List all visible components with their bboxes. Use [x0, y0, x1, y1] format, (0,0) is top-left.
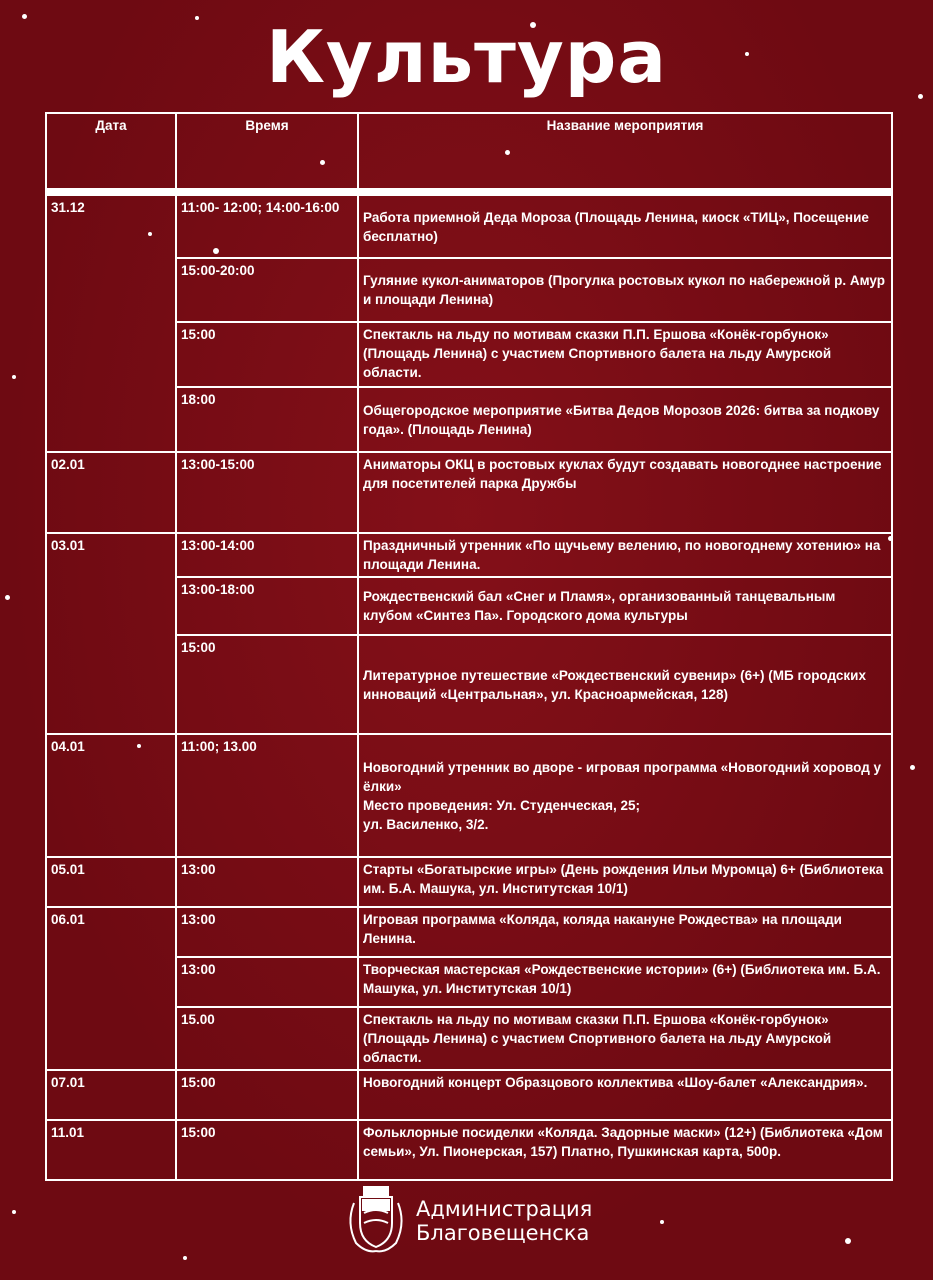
time-cell: 13:00-18:00	[176, 577, 358, 635]
snowflake	[12, 375, 16, 379]
time-cell: 15:00	[176, 635, 358, 734]
schedule-table	[45, 112, 893, 1181]
event-cell	[358, 635, 892, 734]
event-cell: Праздничный утренник «По щучьему велению, по новогоднему хотению» на площади Ленина.	[358, 533, 892, 577]
table-row	[46, 533, 892, 577]
table-row	[46, 1070, 892, 1120]
date-cell: 02.01	[46, 452, 176, 533]
event-location: Место проведения: Ул. Студенческая, 25;	[363, 797, 641, 813]
date-cell: 04.01	[46, 734, 176, 857]
header-event: Название мероприятия	[358, 113, 892, 191]
time-cell: 13:00	[176, 857, 358, 907]
event-cell: Спектакль на льду по мотивам сказки П.П. Ершова «Конёк-горбунок» (Площадь Ленина) с участием Спортивного балета на льду Амурской области.	[358, 322, 892, 387]
page-title: Культура	[266, 15, 667, 99]
table-row	[46, 857, 892, 907]
snowflake	[183, 1256, 187, 1260]
time-cell: 15:00	[176, 322, 358, 387]
event-cell: Новогодний концерт Образцового коллектива «Шоу-балет «Александрия».	[358, 1070, 892, 1120]
time-cell: 15:00	[176, 1120, 358, 1180]
time-cell: 18:00	[176, 387, 358, 452]
event-cell: Творческая мастерская «Рождественские истории» (6+) (Библиотека им. Б.А. Машука, ул. Институтская 10/1)	[358, 957, 892, 1007]
date-cell: 11.01	[46, 1120, 176, 1180]
time-cell: 15:00	[176, 1070, 358, 1120]
snowflake	[5, 595, 10, 600]
header-time: Время	[176, 113, 358, 191]
table-row	[46, 195, 892, 258]
footer-line-2: Благовещенска	[416, 1221, 590, 1245]
snowflake	[910, 765, 915, 770]
event-cell	[358, 577, 892, 635]
event-location-2: ул. Василенко, 3/2.	[363, 816, 489, 832]
time-cell: 15.00	[176, 1007, 358, 1070]
snowflake	[845, 1238, 851, 1244]
date-cell: 03.01	[46, 533, 176, 734]
time-cell: 13:00	[176, 907, 358, 957]
table-row	[46, 734, 892, 857]
date-cell: 05.01	[46, 857, 176, 907]
snowflake	[660, 1220, 664, 1224]
table-row	[46, 452, 892, 533]
event-cell: Аниматоры ОКЦ в ростовых куклах будут создавать новогоднее настроение для посетителей парка Дружбы	[358, 452, 892, 533]
event-cell: Спектакль на льду по мотивам сказки П.П. Ершова «Конёк-горбунок» (Площадь Ленина) с участием Спортивного балета на льду Амурской области.	[358, 1007, 892, 1070]
time-cell: 11:00; 13.00	[176, 734, 358, 857]
event-cell	[358, 195, 892, 258]
event-text: Рождественский бал «Снег и Пламя», организованный танцевальным клубом «Синтез Па». Городского дома культуры	[363, 589, 836, 623]
time-cell: 13:00-14:00	[176, 533, 358, 577]
table-row	[46, 907, 892, 957]
snowflake	[12, 1210, 16, 1214]
date-cell: 06.01	[46, 907, 176, 1070]
event-cell: Старты «Богатырские игры» (День рождения Ильи Муромца) 6+ (Библиотека им. Б.А. Машука, ул. Институтская 10/1)	[358, 857, 892, 907]
event-cell: Игровая программа «Коляда, коляда накануне Рождества» на площади Ленина.	[358, 907, 892, 957]
table-header-row	[46, 113, 892, 191]
footer-logo	[342, 1183, 642, 1255]
event-cell	[358, 734, 892, 857]
date-cell: 31.12	[46, 195, 176, 452]
time-cell: 15:00-20:00	[176, 258, 358, 322]
event-cell	[358, 258, 892, 322]
footer-line-1: Администрация	[416, 1197, 593, 1221]
event-cell: Фольклорные посиделки «Коляда. Задорные маски» (12+) (Библиотека «Дом семьи», Ул. Пионерская, 157) Платно, Пушкинская карта, 500р.	[358, 1120, 892, 1180]
time-cell: 11:00- 12:00; 14:00-16:00	[176, 195, 358, 258]
time-cell: 13:00	[176, 957, 358, 1007]
event-text: Гуляние кукол-аниматоров (Прогулка ростовых кукол по набережной р. Амур и площади Ленина)	[363, 273, 886, 307]
table-row	[46, 1120, 892, 1180]
city-crest-icon	[342, 1183, 410, 1255]
event-text: Общегородское мероприятие «Битва Дедов Морозов 2026: битва за подкову года». (Площадь Ленина)	[363, 402, 880, 437]
event-cell	[358, 387, 892, 452]
event-text: Литературное путешествие «Рождественский сувенир» (6+) (МБ городских инноваций «Центральная», ул. Красноармейская, 128)	[363, 667, 866, 702]
time-cell: 13:00-15:00	[176, 452, 358, 533]
event-text: Работа приемной Деда Мороза (Площадь Ленина, киоск «ТИЦ», Посещение бесплатно)	[363, 209, 869, 244]
event-text: Новогодний утренник во дворе - игровая программа «Новогодний хоровод у ёлки»	[363, 759, 882, 794]
header-date: Дата	[46, 113, 176, 191]
date-cell: 07.01	[46, 1070, 176, 1120]
